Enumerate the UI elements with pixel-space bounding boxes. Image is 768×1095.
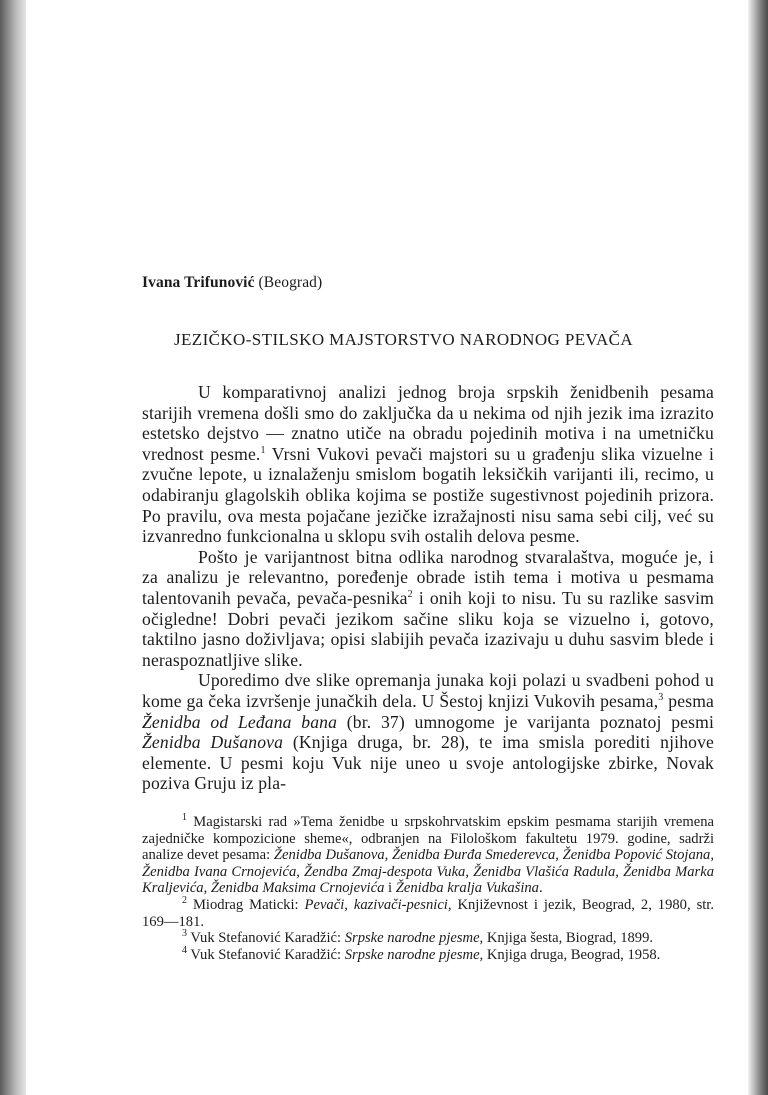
footnote-text: Vuk Stefanović Karadžić: (187, 946, 345, 963)
footnote-1 (142, 814, 714, 897)
paragraph-text: Vrsni Vukovi pevači majstori su u građenju slika vizuelne i zvučne lepote, u iznalaženju smislom bogatih leksičkih varijanti ili, recimo, u odabiranju glagolskih oblika kojima se postiže sugestivnost pojedinih prizora. Po pravilu, ova mesta pojačane jezičke izražajnosti nisu sama sebi cilj, već su izvanredno funkcionalna u sklopu svih ostalih delova pesme. (142, 443, 714, 547)
footnote-italic: Ženidba kralja Vukašina (395, 880, 539, 897)
footnote-3 (142, 930, 714, 947)
paragraph-text: (br. 37) umnogome je varijanta poznatoj pesmi (337, 711, 714, 732)
footnote-number: 2 (182, 895, 187, 907)
book-spine-shadow-right (748, 0, 768, 1095)
footnote-text: Miodrag Maticki: (187, 896, 305, 913)
paragraph-text: Pošto je varijantnost bitna odlika narodnog stvaralaštva, moguće je, i za analizu je relevantno, poređenje obrade istih tema i motiva u pesmama talentovanih pevača, pevača-pesnika (142, 546, 714, 608)
footnote-ref: 3 (658, 692, 664, 704)
paragraph-3 (142, 670, 714, 794)
footnotes (142, 814, 714, 963)
footnote-text: i (384, 880, 396, 897)
song-title: Ženidba Dušanova (142, 732, 284, 753)
footnote-italic: Srpske narodne pjesme, (344, 930, 484, 947)
paragraph-1 (142, 382, 714, 547)
footnote-number: 4 (182, 944, 187, 956)
footnote-text: Književnost i jezik, Beograd, 2, 1980, str. 169—181. (142, 896, 715, 930)
footnote-italic: Pevači, kazivači-pesnici, (304, 896, 452, 913)
article-body (142, 382, 714, 794)
footnote-4 (142, 944, 714, 964)
paragraph-text: (Knjiga druga, br. 28), te ima smisla porediti njihove elemente. U pesmi koju Vuk nije uneo u svoje antologijske zbirke, Novak poziva Gruju iz pla- (142, 732, 714, 794)
footnote-text: Magistarski rad »Tema ženidbe u srpskohrvatskim epskim pesmama starijih vremena zajedničke kompozicione sheme«, odbranjen na Filološkom fakultetu 1979. godine, sadrži analize devet pesama: (142, 814, 714, 864)
footnote-text: Knjiga šesta, Biograd, 1899. (483, 930, 654, 947)
footnote-text: . (538, 880, 543, 897)
author-location: (Beograd) (258, 274, 323, 291)
footnote-number: 3 (182, 928, 187, 940)
author-line (142, 274, 322, 292)
footnote-text: Knjiga druga, Beograd, 1958. (483, 946, 661, 963)
footnote-italic: Srpske narodne pjesme, (344, 946, 484, 963)
footnote-ref: 2 (407, 589, 413, 601)
footnote-text: Vuk Stefanović Karadžić: (187, 930, 345, 947)
author-name: Ivana Trifunović (142, 274, 255, 291)
footnote-number: 1 (182, 812, 187, 824)
paragraph-text: Uporedimo dve slike opremanja junaka koji polazi u svadbeni pohod u kome ga čeka izvršenje junačkih dela. U Šestoj knjizi Vukovih pesama, (142, 670, 714, 711)
paragraph-text: i onih koji to nisu. Tu su razlike sasvim očigledne! Dobri pevači jezikom sačine sliku koja se vizuelno i, gotovo, taktilno jasno doživljava; opisi slabijih pevača izazivaju u duhu sasvim blede i neraspoznatljive slike. (142, 587, 715, 670)
song-title: Ženidba od Leđana bana (142, 711, 338, 732)
footnote-ref: 1 (260, 444, 266, 456)
article-title: JEZIČKO-STILSKO MAJSTORSTVO NARODNOG PEVAČA (174, 330, 634, 349)
book-spine-shadow-left (0, 0, 26, 1095)
footnote-2 (142, 897, 714, 930)
paragraph-text: U komparativnoj analizi jednog broja srpskih ženidbenih pesama starijih vremena došli smo do zaključka da u nekima od njih jezik ima izrazito estetsko dejstvo — znatno utiče na obradu pojedinih motiva i na umetničku vrednost pesme. (142, 382, 714, 464)
book-page (26, 0, 748, 1095)
footnote-italic: Ženidba Dušanova, Ženidba Đurđa Smederevca, Ženidba Popović Stojana, Ženidba Ivana Crnojevića, Žendba Zmaj-despota Vuka, Ženidba Vlašića Radula, Ženidba Marka Kraljevića, Ženidba Maksima Crnojevića (142, 847, 714, 897)
paragraph-2 (142, 547, 714, 671)
paragraph-text: pesma (663, 690, 714, 711)
